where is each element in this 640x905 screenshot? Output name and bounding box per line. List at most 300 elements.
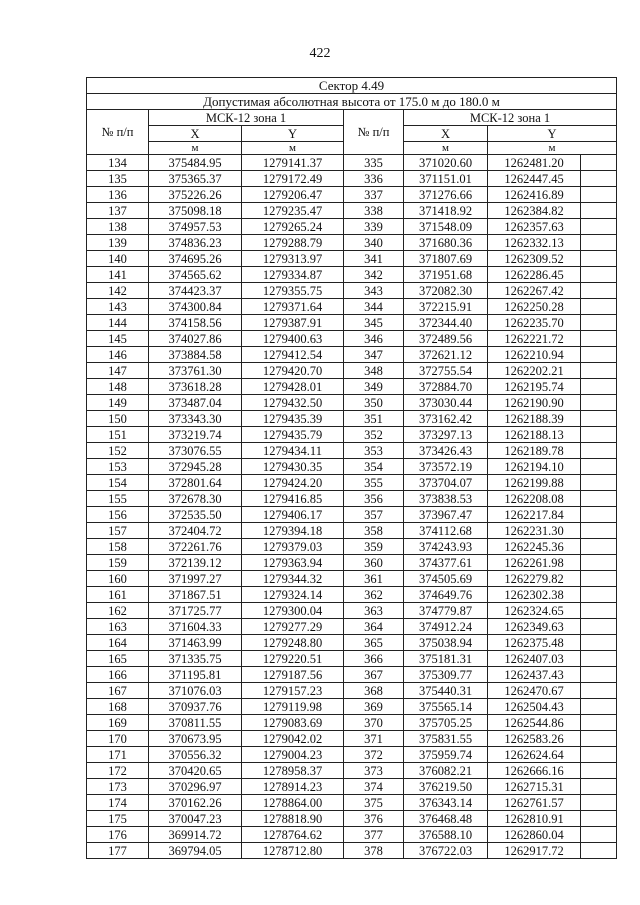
cell-y-left: 1279379.03 — [242, 539, 344, 555]
empty-cell — [581, 459, 617, 475]
cell-x-right: 375038.94 — [404, 635, 488, 651]
table-row — [87, 843, 617, 859]
table-row — [87, 507, 617, 523]
cell-np-right: 351 — [344, 411, 404, 427]
cell-y-left: 1279371.64 — [242, 299, 344, 315]
cell-x-left: 370673.95 — [149, 731, 242, 747]
cell-np-right: 335 — [344, 155, 404, 171]
header-np-right: № п/п — [344, 110, 404, 155]
cell-x-left: 372945.28 — [149, 459, 242, 475]
empty-cell — [581, 283, 617, 299]
cell-y-left: 1279172.49 — [242, 171, 344, 187]
cell-y-right: 1262504.43 — [488, 699, 581, 715]
cell-x-right: 373162.42 — [404, 411, 488, 427]
table-row — [87, 267, 617, 283]
cell-y-right: 1262384.82 — [488, 203, 581, 219]
cell-y-left: 1279344.32 — [242, 571, 344, 587]
cell-y-right: 1262332.13 — [488, 235, 581, 251]
cell-np-left: 155 — [87, 491, 149, 507]
cell-x-right: 375705.25 — [404, 715, 488, 731]
table-row — [87, 619, 617, 635]
cell-y-left: 1279394.18 — [242, 523, 344, 539]
cell-np-left: 161 — [87, 587, 149, 603]
cell-y-right: 1262217.84 — [488, 507, 581, 523]
table-row — [87, 427, 617, 443]
cell-y-right: 1262188.13 — [488, 427, 581, 443]
cell-np-right: 346 — [344, 331, 404, 347]
empty-cell — [581, 347, 617, 363]
cell-x-right: 371807.69 — [404, 251, 488, 267]
table-row — [87, 555, 617, 571]
cell-y-right: 1262279.82 — [488, 571, 581, 587]
cell-x-left: 375365.37 — [149, 171, 242, 187]
empty-cell — [581, 843, 617, 859]
cell-np-left: 162 — [87, 603, 149, 619]
cell-y-right: 1262666.16 — [488, 763, 581, 779]
empty-cell — [581, 379, 617, 395]
cell-x-left: 370047.23 — [149, 811, 242, 827]
empty-cell — [581, 667, 617, 683]
cell-np-left: 151 — [87, 427, 149, 443]
cell-y-left: 1279141.37 — [242, 155, 344, 171]
cell-np-right: 358 — [344, 523, 404, 539]
empty-cell — [581, 475, 617, 491]
cell-np-left: 149 — [87, 395, 149, 411]
cell-np-left: 160 — [87, 571, 149, 587]
cell-x-left: 373343.30 — [149, 411, 242, 427]
empty-cell — [581, 523, 617, 539]
empty-cell — [581, 395, 617, 411]
cell-x-right: 374112.68 — [404, 523, 488, 539]
cell-np-left: 171 — [87, 747, 149, 763]
empty-cell — [581, 331, 617, 347]
cell-np-right: 375 — [344, 795, 404, 811]
empty-cell — [581, 315, 617, 331]
cell-x-right: 376082.21 — [404, 763, 488, 779]
empty-cell — [581, 443, 617, 459]
cell-np-right: 336 — [344, 171, 404, 187]
cell-y-left: 1279119.98 — [242, 699, 344, 715]
table-row — [87, 315, 617, 331]
table-row — [87, 171, 617, 187]
empty-cell — [581, 811, 617, 827]
table-row — [87, 203, 617, 219]
cell-x-left: 373487.04 — [149, 395, 242, 411]
cell-np-right: 372 — [344, 747, 404, 763]
cell-x-left: 370556.32 — [149, 747, 242, 763]
cell-np-right: 350 — [344, 395, 404, 411]
cell-y-left: 1279435.39 — [242, 411, 344, 427]
cell-np-right: 338 — [344, 203, 404, 219]
table-row — [87, 587, 617, 603]
table-row — [87, 491, 617, 507]
cell-x-left: 373076.55 — [149, 443, 242, 459]
cell-x-right: 372621.12 — [404, 347, 488, 363]
cell-x-right: 376722.03 — [404, 843, 488, 859]
cell-np-right: 373 — [344, 763, 404, 779]
cell-np-right: 367 — [344, 667, 404, 683]
coordinates-table — [86, 77, 617, 859]
unit-x-right: м — [404, 142, 488, 155]
cell-np-left: 145 — [87, 331, 149, 347]
cell-np-right: 365 — [344, 635, 404, 651]
cell-np-right: 378 — [344, 843, 404, 859]
table-row — [87, 603, 617, 619]
cell-x-right: 372755.54 — [404, 363, 488, 379]
cell-y-right: 1262189.78 — [488, 443, 581, 459]
empty-cell — [581, 363, 617, 379]
cell-np-left: 144 — [87, 315, 149, 331]
cell-x-left: 370937.76 — [149, 699, 242, 715]
empty-cell — [581, 251, 617, 267]
empty-cell — [581, 747, 617, 763]
cell-x-right: 372082.30 — [404, 283, 488, 299]
table-row — [87, 795, 617, 811]
empty-cell — [581, 219, 617, 235]
cell-y-left: 1279157.23 — [242, 683, 344, 699]
cell-np-left: 138 — [87, 219, 149, 235]
header-y-right: Y — [488, 126, 617, 142]
cell-y-left: 1278712.80 — [242, 843, 344, 859]
cell-np-left: 142 — [87, 283, 149, 299]
cell-x-right: 372215.91 — [404, 299, 488, 315]
cell-x-left: 373884.58 — [149, 347, 242, 363]
cell-x-right: 371151.01 — [404, 171, 488, 187]
cell-x-left: 374027.86 — [149, 331, 242, 347]
empty-cell — [581, 715, 617, 731]
cell-y-right: 1262195.74 — [488, 379, 581, 395]
cell-y-left: 1278764.62 — [242, 827, 344, 843]
empty-cell — [581, 635, 617, 651]
cell-y-left: 1279363.94 — [242, 555, 344, 571]
cell-y-left: 1279187.56 — [242, 667, 344, 683]
table-row — [87, 219, 617, 235]
cell-y-right: 1262199.88 — [488, 475, 581, 491]
table-row — [87, 395, 617, 411]
cell-y-left: 1279416.85 — [242, 491, 344, 507]
empty-cell — [581, 699, 617, 715]
cell-y-right: 1262375.48 — [488, 635, 581, 651]
cell-x-right: 373572.19 — [404, 459, 488, 475]
cell-x-left: 372801.64 — [149, 475, 242, 491]
cell-y-left: 1279400.63 — [242, 331, 344, 347]
cell-y-left: 1278864.00 — [242, 795, 344, 811]
cell-y-left: 1279428.01 — [242, 379, 344, 395]
table-row — [87, 811, 617, 827]
cell-np-right: 374 — [344, 779, 404, 795]
cell-np-left: 173 — [87, 779, 149, 795]
cell-y-right: 1262481.20 — [488, 155, 581, 171]
cell-np-left: 159 — [87, 555, 149, 571]
cell-np-right: 343 — [344, 283, 404, 299]
empty-cell — [581, 795, 617, 811]
cell-y-right: 1262357.63 — [488, 219, 581, 235]
cell-np-left: 166 — [87, 667, 149, 683]
cell-np-right: 376 — [344, 811, 404, 827]
cell-np-left: 135 — [87, 171, 149, 187]
cell-x-right: 375959.74 — [404, 747, 488, 763]
cell-np-left: 136 — [87, 187, 149, 203]
table-row — [87, 523, 617, 539]
cell-x-right: 374377.61 — [404, 555, 488, 571]
table-row — [87, 779, 617, 795]
cell-x-left: 372261.76 — [149, 539, 242, 555]
cell-y-right: 1262917.72 — [488, 843, 581, 859]
cell-np-left: 139 — [87, 235, 149, 251]
cell-x-left: 375226.26 — [149, 187, 242, 203]
cell-x-left: 371463.99 — [149, 635, 242, 651]
cell-x-left: 371867.51 — [149, 587, 242, 603]
cell-np-right: 345 — [344, 315, 404, 331]
cell-y-left: 1279277.29 — [242, 619, 344, 635]
sector-title: Сектор 4.49 — [87, 78, 617, 94]
cell-x-left: 374423.37 — [149, 283, 242, 299]
cell-np-left: 174 — [87, 795, 149, 811]
height-range: Допустимая абсолютная высота от 175.0 м до 180.0 м — [87, 94, 617, 110]
cell-np-right: 371 — [344, 731, 404, 747]
table-row — [87, 411, 617, 427]
cell-np-right: 337 — [344, 187, 404, 203]
cell-y-left: 1279424.20 — [242, 475, 344, 491]
empty-cell — [581, 299, 617, 315]
cell-x-left: 375484.95 — [149, 155, 242, 171]
cell-np-right: 368 — [344, 683, 404, 699]
empty-cell — [581, 187, 617, 203]
table-row — [87, 187, 617, 203]
cell-np-right: 347 — [344, 347, 404, 363]
cell-np-right: 355 — [344, 475, 404, 491]
header-group-right: МСК-12 зона 1 — [404, 110, 617, 126]
cell-np-right: 359 — [344, 539, 404, 555]
empty-cell — [581, 603, 617, 619]
cell-x-right: 372884.70 — [404, 379, 488, 395]
cell-y-right: 1262261.98 — [488, 555, 581, 571]
empty-cell — [581, 555, 617, 571]
cell-y-left: 1279334.87 — [242, 267, 344, 283]
table-row — [87, 299, 617, 315]
cell-y-right: 1262208.08 — [488, 491, 581, 507]
cell-y-left: 1278914.23 — [242, 779, 344, 795]
cell-x-left: 371604.33 — [149, 619, 242, 635]
table-row — [87, 731, 617, 747]
cell-x-left: 374836.23 — [149, 235, 242, 251]
table-row — [87, 667, 617, 683]
empty-cell — [581, 779, 617, 795]
cell-y-left: 1279324.14 — [242, 587, 344, 603]
cell-y-right: 1262416.89 — [488, 187, 581, 203]
cell-np-left: 165 — [87, 651, 149, 667]
empty-cell — [581, 267, 617, 283]
cell-y-left: 1279434.11 — [242, 443, 344, 459]
cell-x-right: 373030.44 — [404, 395, 488, 411]
cell-x-left: 371335.75 — [149, 651, 242, 667]
cell-x-right: 371548.09 — [404, 219, 488, 235]
table-row — [87, 635, 617, 651]
cell-np-left: 157 — [87, 523, 149, 539]
cell-x-right: 371680.36 — [404, 235, 488, 251]
cell-x-right: 371418.92 — [404, 203, 488, 219]
cell-y-right: 1262245.36 — [488, 539, 581, 555]
table-row — [87, 363, 617, 379]
cell-np-left: 153 — [87, 459, 149, 475]
cell-np-right: 377 — [344, 827, 404, 843]
cell-y-left: 1279206.47 — [242, 187, 344, 203]
cell-np-left: 177 — [87, 843, 149, 859]
cell-np-left: 140 — [87, 251, 149, 267]
empty-cell — [581, 491, 617, 507]
cell-y-left: 1279220.51 — [242, 651, 344, 667]
cell-x-right: 371020.60 — [404, 155, 488, 171]
table-row — [87, 571, 617, 587]
cell-x-left: 372139.12 — [149, 555, 242, 571]
empty-cell — [581, 507, 617, 523]
cell-x-right: 372489.56 — [404, 331, 488, 347]
cell-np-left: 175 — [87, 811, 149, 827]
cell-np-right: 352 — [344, 427, 404, 443]
cell-x-right: 375440.31 — [404, 683, 488, 699]
cell-np-left: 141 — [87, 267, 149, 283]
cell-x-right: 375309.77 — [404, 667, 488, 683]
cell-y-right: 1262583.26 — [488, 731, 581, 747]
table-row — [87, 747, 617, 763]
cell-np-left: 148 — [87, 379, 149, 395]
cell-np-right: 360 — [344, 555, 404, 571]
cell-y-left: 1279300.04 — [242, 603, 344, 619]
table-row — [87, 651, 617, 667]
cell-np-right: 370 — [344, 715, 404, 731]
cell-y-right: 1262447.45 — [488, 171, 581, 187]
page-number: 422 — [309, 46, 331, 61]
cell-x-right: 373426.43 — [404, 443, 488, 459]
cell-x-left: 371076.03 — [149, 683, 242, 699]
header-x-right: X — [404, 126, 488, 142]
cell-np-left: 167 — [87, 683, 149, 699]
cell-y-right: 1262810.91 — [488, 811, 581, 827]
cell-x-right: 376343.14 — [404, 795, 488, 811]
empty-cell — [581, 411, 617, 427]
cell-x-left: 369914.72 — [149, 827, 242, 843]
cell-np-right: 339 — [344, 219, 404, 235]
cell-y-left: 1279288.79 — [242, 235, 344, 251]
cell-x-right: 375565.14 — [404, 699, 488, 715]
cell-x-left: 373618.28 — [149, 379, 242, 395]
empty-cell — [581, 171, 617, 187]
cell-y-left: 1279265.24 — [242, 219, 344, 235]
cell-y-right: 1262286.45 — [488, 267, 581, 283]
cell-np-right: 341 — [344, 251, 404, 267]
cell-y-left: 1279248.80 — [242, 635, 344, 651]
cell-x-right: 373838.53 — [404, 491, 488, 507]
cell-x-left: 374300.84 — [149, 299, 242, 315]
cell-x-left: 373219.74 — [149, 427, 242, 443]
cell-np-right: 361 — [344, 571, 404, 587]
cell-np-right: 348 — [344, 363, 404, 379]
cell-x-left: 370811.55 — [149, 715, 242, 731]
table-row — [87, 443, 617, 459]
cell-y-left: 1279412.54 — [242, 347, 344, 363]
cell-x-right: 371276.66 — [404, 187, 488, 203]
empty-cell — [581, 827, 617, 843]
empty-cell — [581, 427, 617, 443]
empty-cell — [581, 763, 617, 779]
cell-x-right: 372344.40 — [404, 315, 488, 331]
empty-cell — [581, 155, 617, 171]
cell-x-right: 371951.68 — [404, 267, 488, 283]
cell-x-left: 370162.26 — [149, 795, 242, 811]
cell-y-left: 1279313.97 — [242, 251, 344, 267]
cell-np-left: 172 — [87, 763, 149, 779]
table-row — [87, 699, 617, 715]
cell-x-right: 376468.48 — [404, 811, 488, 827]
cell-np-left: 169 — [87, 715, 149, 731]
cell-y-right: 1262302.38 — [488, 587, 581, 603]
cell-x-left: 374695.26 — [149, 251, 242, 267]
cell-np-left: 158 — [87, 539, 149, 555]
header-x-left: X — [149, 126, 242, 142]
table-row — [87, 283, 617, 299]
cell-x-left: 374158.56 — [149, 315, 242, 331]
table-row — [87, 155, 617, 171]
cell-x-right: 376588.10 — [404, 827, 488, 843]
cell-np-left: 168 — [87, 699, 149, 715]
cell-y-right: 1262231.30 — [488, 523, 581, 539]
cell-y-right: 1262190.90 — [488, 395, 581, 411]
cell-np-right: 340 — [344, 235, 404, 251]
cell-y-right: 1262210.94 — [488, 347, 581, 363]
cell-x-right: 374505.69 — [404, 571, 488, 587]
cell-y-right: 1262267.42 — [488, 283, 581, 299]
cell-np-right: 366 — [344, 651, 404, 667]
table-row — [87, 475, 617, 491]
header-y-left: Y — [242, 126, 344, 142]
empty-cell — [581, 235, 617, 251]
cell-y-left: 1278818.90 — [242, 811, 344, 827]
table-row — [87, 539, 617, 555]
table-row — [87, 235, 617, 251]
empty-cell — [581, 619, 617, 635]
cell-y-left: 1279406.17 — [242, 507, 344, 523]
cell-x-right: 376219.50 — [404, 779, 488, 795]
cell-x-left: 372535.50 — [149, 507, 242, 523]
header-np-left: № п/п — [87, 110, 149, 155]
cell-x-left: 374565.62 — [149, 267, 242, 283]
cell-np-right: 344 — [344, 299, 404, 315]
cell-np-right: 356 — [344, 491, 404, 507]
cell-x-right: 373967.47 — [404, 507, 488, 523]
unit-x-left: м — [149, 142, 242, 155]
cell-y-right: 1262309.52 — [488, 251, 581, 267]
cell-np-left: 134 — [87, 155, 149, 171]
cell-np-right: 354 — [344, 459, 404, 475]
cell-x-left: 370420.65 — [149, 763, 242, 779]
empty-cell — [581, 683, 617, 699]
table-body — [87, 155, 617, 859]
cell-y-right: 1262194.10 — [488, 459, 581, 475]
table-row — [87, 715, 617, 731]
table-row — [87, 459, 617, 475]
empty-cell — [581, 203, 617, 219]
cell-x-left: 371195.81 — [149, 667, 242, 683]
cell-x-left: 372404.72 — [149, 523, 242, 539]
cell-x-right: 374649.76 — [404, 587, 488, 603]
table-row — [87, 347, 617, 363]
cell-x-right: 374243.93 — [404, 539, 488, 555]
cell-np-right: 342 — [344, 267, 404, 283]
cell-y-right: 1262544.86 — [488, 715, 581, 731]
cell-x-right: 373704.07 — [404, 475, 488, 491]
cell-y-right: 1262188.39 — [488, 411, 581, 427]
cell-x-right: 375181.31 — [404, 651, 488, 667]
